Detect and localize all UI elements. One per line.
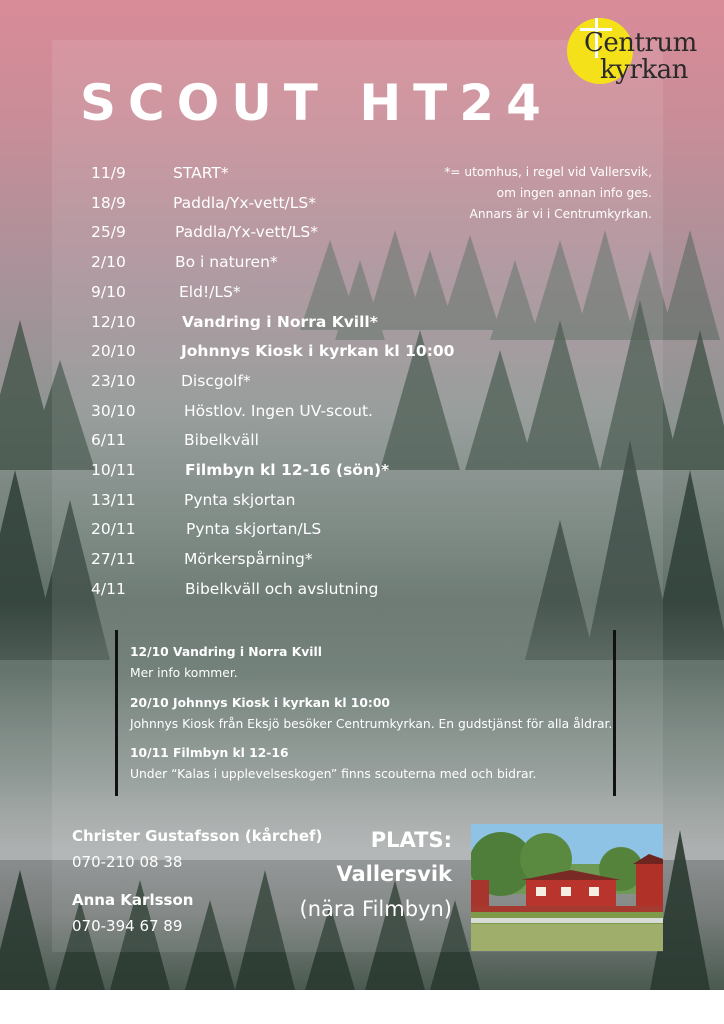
schedule-date: 20/10: [91, 342, 136, 361]
schedule-date: 4/11: [91, 579, 126, 598]
info-item-title: 12/10 Vandring i Norra Kvill: [130, 645, 322, 659]
contact-phone[interactable]: 070-210 08 38: [72, 853, 183, 871]
schedule-date: 13/11: [91, 490, 136, 509]
schedule-date: 18/9: [91, 193, 126, 212]
schedule-date: 2/10: [91, 253, 126, 272]
contact-phone[interactable]: 070-394 67 89: [72, 917, 183, 935]
location-subtitle: (nära Filmbyn): [299, 897, 452, 921]
schedule-event: Johnnys Kiosk i kyrkan kl 10:00: [181, 342, 455, 361]
schedule-event: Bibelkväll och avslutning: [185, 579, 379, 598]
location-place: Vallersvik: [336, 862, 452, 886]
schedule-event: Paddla/Yx-vett/LS*: [173, 193, 316, 212]
note-line: Annars är vi i Centrumkyrkan.: [469, 207, 652, 221]
schedule-date: 23/10: [91, 371, 136, 390]
schedule-event: Höstlov. Ingen UV-scout.: [184, 401, 373, 420]
schedule-date: 9/10: [91, 282, 126, 301]
location-label: PLATS:: [370, 828, 452, 852]
schedule-event: Eld!/LS*: [179, 282, 241, 301]
schedule-event: Paddla/Yx-vett/LS*: [175, 223, 318, 242]
info-item-title: 20/10 Johnnys Kiosk i kyrkan kl 10:00: [130, 696, 390, 710]
schedule-date: 10/11: [91, 461, 136, 479]
schedule-date: 25/9: [91, 223, 126, 242]
schedule-date: 11/9: [91, 164, 126, 182]
schedule-event: Vandring i Norra Kvill*: [182, 312, 378, 331]
schedule-date: 30/10: [91, 401, 136, 420]
info-box-right-bar: [613, 630, 616, 796]
info-item-desc: Under “Kalas i upplevelseskogen” finns scouterna med och bidrar.: [130, 767, 537, 781]
note-line: *= utomhus, i regel vid Vallersvik,: [444, 165, 652, 179]
schedule-event: Pynta skjortan/LS: [186, 520, 322, 539]
info-item-desc: Johnnys Kiosk från Eksjö besöker Centrumkyrkan. En gudstjänst för alla åldrar.: [130, 717, 613, 731]
info-box-left-bar: [115, 630, 118, 796]
schedule-event: Bibelkväll: [184, 431, 259, 450]
schedule-date: 27/11: [91, 550, 136, 569]
schedule-event: Filmbyn kl 12-16 (sön)*: [185, 461, 390, 479]
schedule-event: Discgolf*: [181, 371, 251, 390]
contact-name: Anna Karlsson: [72, 891, 194, 909]
contact-name: Christer Gustafsson (kårchef): [72, 827, 323, 845]
schedule-event: START*: [173, 164, 229, 182]
schedule-event: Pynta skjortan: [184, 490, 296, 509]
logo-text-line2: kyrkan: [600, 55, 688, 85]
schedule-date: 6/11: [91, 431, 126, 450]
info-item-desc: Mer info kommer.: [130, 666, 238, 680]
logo-text-line1: Centrum: [584, 28, 697, 58]
note-line: om ingen annan info ges.: [496, 186, 652, 200]
vallersvik-photo: [471, 824, 663, 951]
schedule-date: 12/10: [91, 312, 136, 331]
info-item-title: 10/11 Filmbyn kl 12-16: [130, 746, 289, 760]
schedule-date: 20/11: [91, 520, 136, 539]
poster-title: SCOUT HT24: [80, 74, 553, 132]
schedule-event: Bo i naturen*: [175, 253, 278, 272]
outdoor-note: [444, 162, 652, 225]
schedule-event: Mörkerspårning*: [184, 550, 313, 569]
